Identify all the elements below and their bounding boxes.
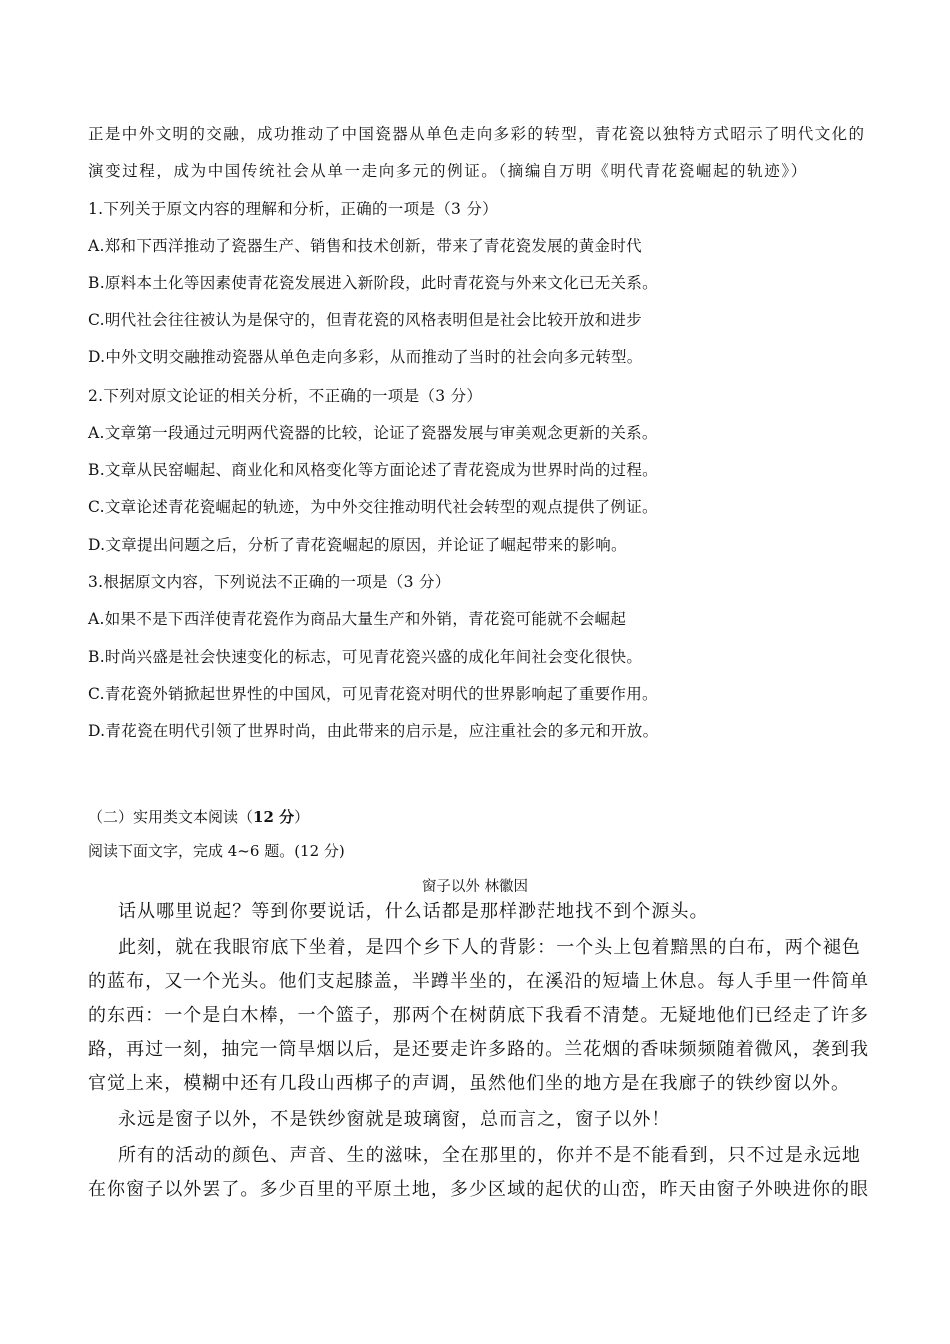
section-instruction: 阅读下面文字，完成 4~6 题。(12 分) — [88, 842, 345, 860]
question-1-stem: 1.下列关于原文内容的理解和分析，正确的一项是（3 分） — [88, 200, 498, 218]
question-2-option-a: A.文章第一段通过元明两代瓷器的比较，论证了瓷器发展与审美观念更新的关系。 — [88, 424, 658, 442]
question-3-option-d: D.青花瓷在明代引领了世界时尚，由此带来的启示是，应注重社会的多元和开放。 — [88, 722, 659, 740]
question-3-option-b: B.时尚兴盛是社会快速变化的标志，可见青花瓷兴盛的成化年间社会变化很快。 — [88, 648, 643, 666]
question-2-option-b: B.文章从民窑崛起、商业化和风格变化等方面论述了青花瓷成为世界时尚的过程。 — [88, 461, 658, 479]
passage-line: 此刻，就在我眼帘底下坐着，是四个乡下人的背影：一个头上包着黯黑的白布，两个褪色 — [118, 937, 861, 958]
passage-title: 窗子以外 林徽因 — [421, 879, 529, 895]
question-2-stem: 2.下列对原文论证的相关分析，不正确的一项是（3 分） — [88, 387, 483, 405]
intro-line: 演变过程，成为中国传统社会从单一走向多元的例证。（摘编自万明《明代青花瓷崛起的轨迹》） — [88, 162, 808, 180]
section-heading — [88, 806, 309, 827]
question-1-option-a: A.郑和下西洋推动了瓷器生产、销售和技术创新，带来了青花瓷发展的黄金时代 — [88, 237, 642, 255]
question-1-option-b: B.原料本土化等因素使青花瓷发展进入新阶段，此时青花瓷与外来文化已无关系。 — [88, 274, 658, 292]
question-1-option-c: C.明代社会往往被认为是保守的，但青花瓷的风格表明但是社会比较开放和进步 — [88, 311, 643, 329]
passage-line: 的东西：一个是白木棒，一个篮子，那两个在树荫底下我看不清楚。无疑地他们已经走了许多 — [88, 1005, 870, 1026]
passage-line: 话从哪里说起？等到你要说话，什么话都是那样渺茫地找不到个源头。 — [118, 901, 709, 922]
question-1-option-d: D.中外文明交融推动瓷器从单色走向多彩，从而推动了当时的社会向多元转型。 — [88, 348, 643, 366]
passage-line: 路，再过一刻，抽完一筒旱烟以后，是还要走许多路的。兰花烟的香味频频随着微风，袭到我 — [88, 1039, 870, 1060]
question-2-option-c: C.文章论述青花瓷崛起的轨迹，为中外交往推动明代社会转型的观点提供了例证。 — [88, 498, 658, 516]
question-2-option-d: D.文章提出问题之后，分析了青花瓷崛起的原因，并论证了崛起带来的影响。 — [88, 536, 627, 554]
passage-line: 官觉上来，模糊中还有几段山西梆子的声调，虽然他们坐的地方是在我廊子的铁纱窗以外。 — [88, 1073, 850, 1094]
passage-line: 的蓝布，又一个光头。他们支起膝盖，半蹲半坐的，在溪沿的短墙上休息。每人手里一件简单 — [88, 971, 870, 992]
section-heading-prefix: （二）实用类文本阅读（ — [88, 808, 254, 826]
section-heading-suffix: ） — [294, 808, 310, 826]
question-3-stem: 3.根据原文内容，下列说法不正确的一项是（3 分） — [88, 573, 451, 591]
passage-line: 所有的活动的颜色、声音、生的滋味，全在那里的，你并不是不能看到，只不过是永远地 — [118, 1145, 861, 1166]
intro-line: 正是中外文明的交融，成功推动了中国瓷器从单色走向多彩的转型，青花瓷以独特方式昭示了明代文化的 — [88, 125, 866, 143]
passage-line: 永远是窗子以外，不是铁纱窗就是玻璃窗，总而言之，窗子以外！ — [118, 1109, 671, 1130]
section-heading-score: 12 分 — [253, 808, 295, 826]
question-3-option-c: C.青花瓷外销掀起世界性的中国风，可见青花瓷对明代的世界影响起了重要作用。 — [88, 685, 658, 703]
passage-line: 在你窗子以外罢了。多少百里的平原土地，多少区域的起伏的山峦，昨天由窗子外映进你的眼 — [88, 1179, 870, 1200]
question-3-option-a: A.如果不是下西洋使青花瓷作为商品大量生产和外销，青花瓷可能就不会崛起 — [88, 610, 627, 628]
